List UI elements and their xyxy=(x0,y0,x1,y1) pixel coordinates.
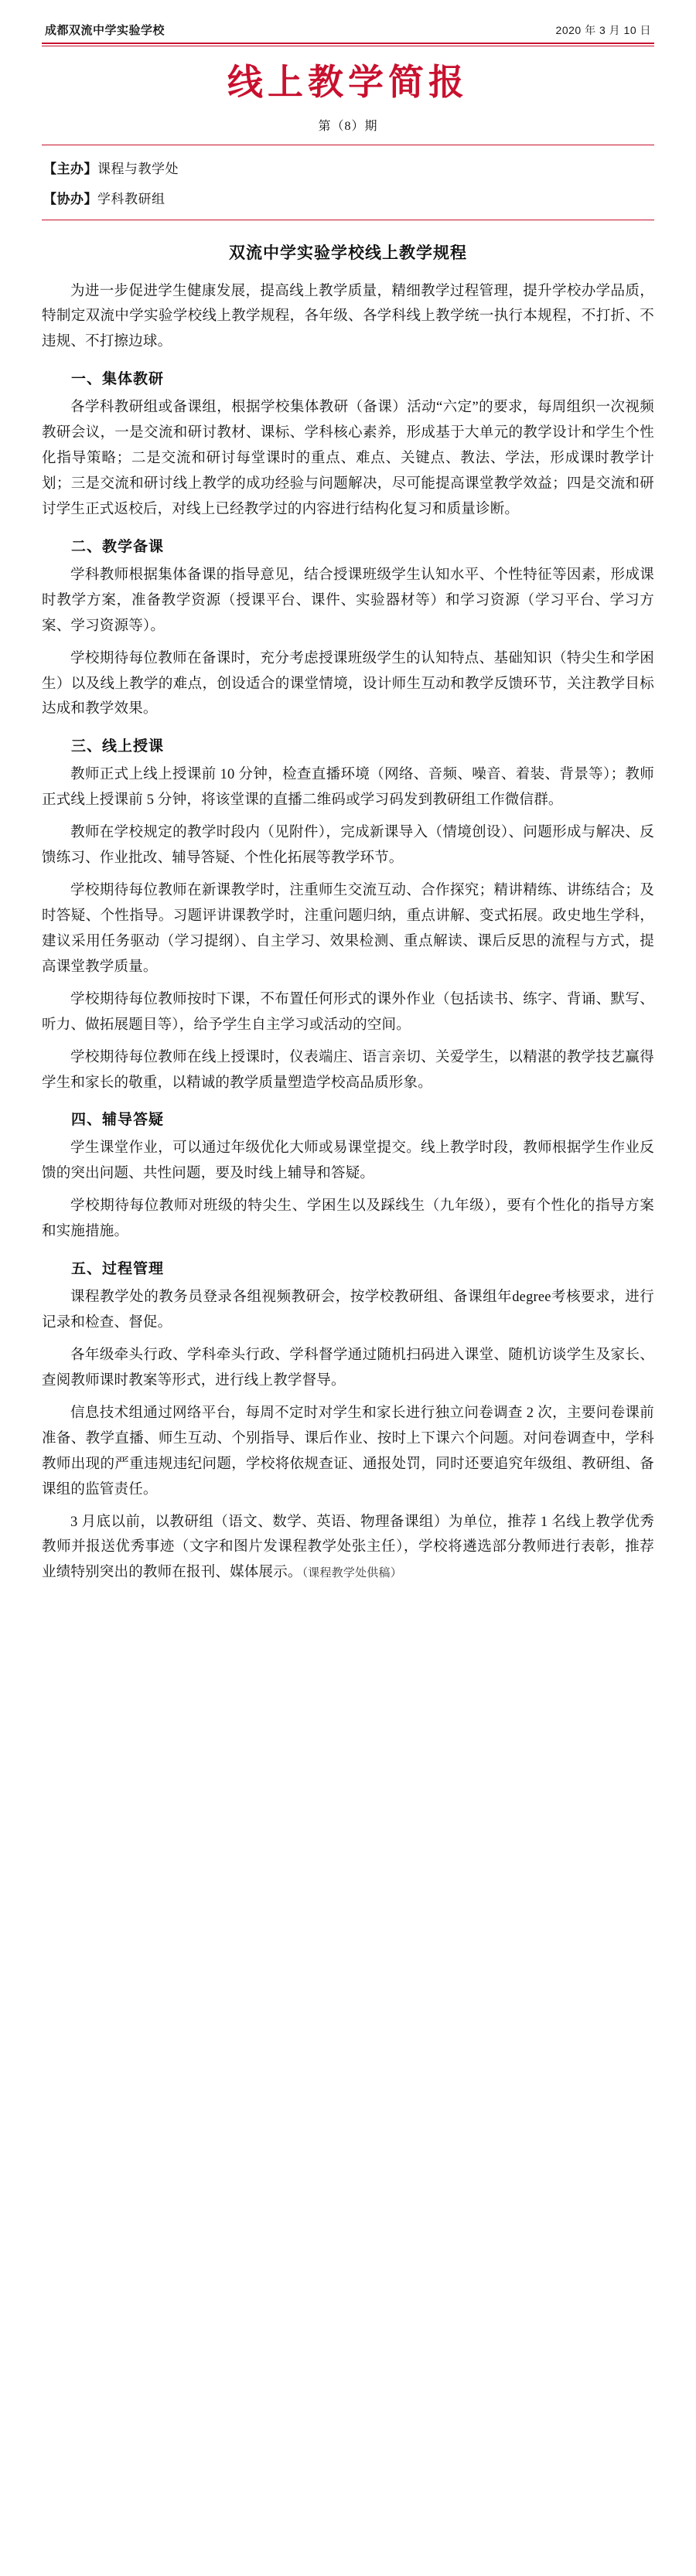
section-3-paragraph-5: 学校期待每位教师在线上授课时，仪表端庄、语言亲切、关爱学生，以精湛的教学技艺赢得学生和家长的敬重，以精诚的教学质量塑造学校高品质形象。 xyxy=(42,1049,654,1091)
document-title: 双流中学实验学校线上教学规程 xyxy=(229,244,467,262)
issue-number: 第（8）期 xyxy=(318,119,378,133)
page-title: 线上教学简报 xyxy=(227,62,469,102)
coorganizer-value: 学科教研组 xyxy=(97,191,165,206)
section-3-paragraph-4: 学校期待每位教师按时下课，不布置任何形式的课外作业（包括读书、练字、背诵、默写、听力、做拓展题目等），给予学生自主学习或活动的空间。 xyxy=(42,991,654,1033)
sponsor-label: 【主办】 xyxy=(43,161,97,176)
coorganizer-line xyxy=(43,188,654,207)
signoff: （课程教学处供稿） xyxy=(302,1567,402,1580)
section-2-paragraph-2: 学校期待每位教师在备课时，充分考虑授课班级学生的认知特点、基础知识（特尖生和学困生）以及线上教学的难点，创设适合的课堂情境，设计师生互动和教学反馈环节，关注教学目标达成和教学效果。 xyxy=(42,650,654,717)
issue-date: 2020 年 3 月 10 日 xyxy=(555,24,651,36)
section-heading-5: 五、过程管理 xyxy=(71,1261,165,1278)
masthead-rule-thick xyxy=(42,43,654,44)
section-5-paragraph-4 xyxy=(42,1510,654,1586)
school-name: 成都双流中学实验学校 xyxy=(45,24,165,37)
section-5-paragraph-1: 课程教学处的教务员登录各组视频教研会，按学校教研组、备课组年degree考核要求，进行记录和检查、督促。 xyxy=(42,1290,654,1331)
sponsor-value: 课程与教学处 xyxy=(97,161,179,176)
section-1-paragraph-1: 各学科教研组或备课组，根据学校集体教研（备课）活动“六定”的要求，每周组织一次视频教研会议，一是交流和研讨教材、课标、学科核心素养，形成基于大单元的教学设计和学生个性化指导策略；二是交流和研讨每堂课时的重点、难点、关键点、教法、学法，形成课时教学计划；三是交流和研讨线上教学的成功经验与问题解决，尽可能提高课堂教学效益；四是交流和研讨学生正式返校后，对线上已经教学过的内容进行结构化复习和质量诊断。 xyxy=(42,400,654,517)
section-heading-2: 二、教学备课 xyxy=(71,538,165,555)
section-heading-4: 四、辅导答疑 xyxy=(71,1112,165,1129)
intro-paragraph: 为进一步促进学生健康发展，提高线上教学质量，精细教学过程管理，提升学校办学品质，特制定双流中学实验学校线上教学规程，各年级、各学科线上教学统一执行本规程，不打折、不违规、不打擦边球。 xyxy=(42,283,654,350)
section-4-paragraph-1: 学生课堂作业，可以通过年级优化大师或易课堂提交。线上教学时段，教师根据学生作业反馈的突出问题、共性问题，要及时线上辅导和答疑。 xyxy=(42,1140,654,1182)
section-3-paragraph-2: 教师在学校规定的教学时段内（见附件），完成新课导入（情境创设）、问题形成与解决、反馈练习、作业批改、辅导答疑、个性化拓展等教学环节。 xyxy=(42,825,654,867)
page-content xyxy=(42,22,654,1602)
section-3-paragraph-1: 教师正式上线上授课前 10 分钟，检查直播环境（网络、音频、噪音、着装、背景等）；教师正式线上授课前 5 分钟，将该堂课的直播二维码或学习码发到教研组工作微信群。 xyxy=(42,767,654,809)
section-heading-1: 一、集体教研 xyxy=(71,371,165,388)
coorganizer-label: 【协办】 xyxy=(43,191,97,206)
section-5-paragraph-4-text: 3 月底以前，以教研组（语文、数学、英语、物理备课组）为单位，推荐 1 名线上教学优秀教师并报送优秀事迹（文字和图片发课程教学处张主任），学校将遴选部分教师进行表彰，推荐业绩特别突出的教师在报刊、媒体展示。 xyxy=(42,1514,654,1581)
section-5-paragraph-2: 各年级牵头行政、学科牵头行政、学科督学通过随机扫码进入课堂、随机访谈学生及家长、查阅教师课时教案等形式，进行线上教学督导。 xyxy=(42,1348,654,1389)
bottom-spacer xyxy=(42,1593,654,1602)
section-4-paragraph-2: 学校期待每位教师对班级的特尖生、学困生以及踩线生（九年级），要有个性化的指导方案和实施措施。 xyxy=(42,1198,654,1240)
section-3-paragraph-3: 学校期待每位教师在新课教学时，注重师生交流互动、合作探究；精讲精练、讲练结合；及时答疑、个性指导。习题评讲课教学时，注重问题归纳，重点讲解、变式拓展。政史地生学科，建议采用任务驱动（学习提纲）、自主学习、效果检测、重点解读、课后反思的流程与方式，提高课堂教学质量。 xyxy=(42,883,654,975)
masthead xyxy=(42,22,654,43)
section-5-paragraph-3: 信息技术组通过网络平台，每周不定时对学生和家长进行独立问卷调查 2 次，主要问卷课前准备、教学直播、师生互动、个别指导、课后作业、按时上下课六个问题。对问卷调查中，学科教师出现的严重违规违纪问题，学校将依规查证、通报处罚，同时还要追究年级组、教研组、备课组的监管责任。 xyxy=(42,1405,654,1498)
sponsor-line xyxy=(43,158,654,177)
section-heading-3: 三、线上授课 xyxy=(71,738,165,755)
section-2-paragraph-1: 学科教师根据集体备课的指导意见，结合授课班级学生认知水平、个性特征等因素，形成课时教学方案，准备教学资源（授课平台、课件、实验器材等）和学习资源（学习平台、学习方案、学习资源等）。 xyxy=(42,567,654,634)
